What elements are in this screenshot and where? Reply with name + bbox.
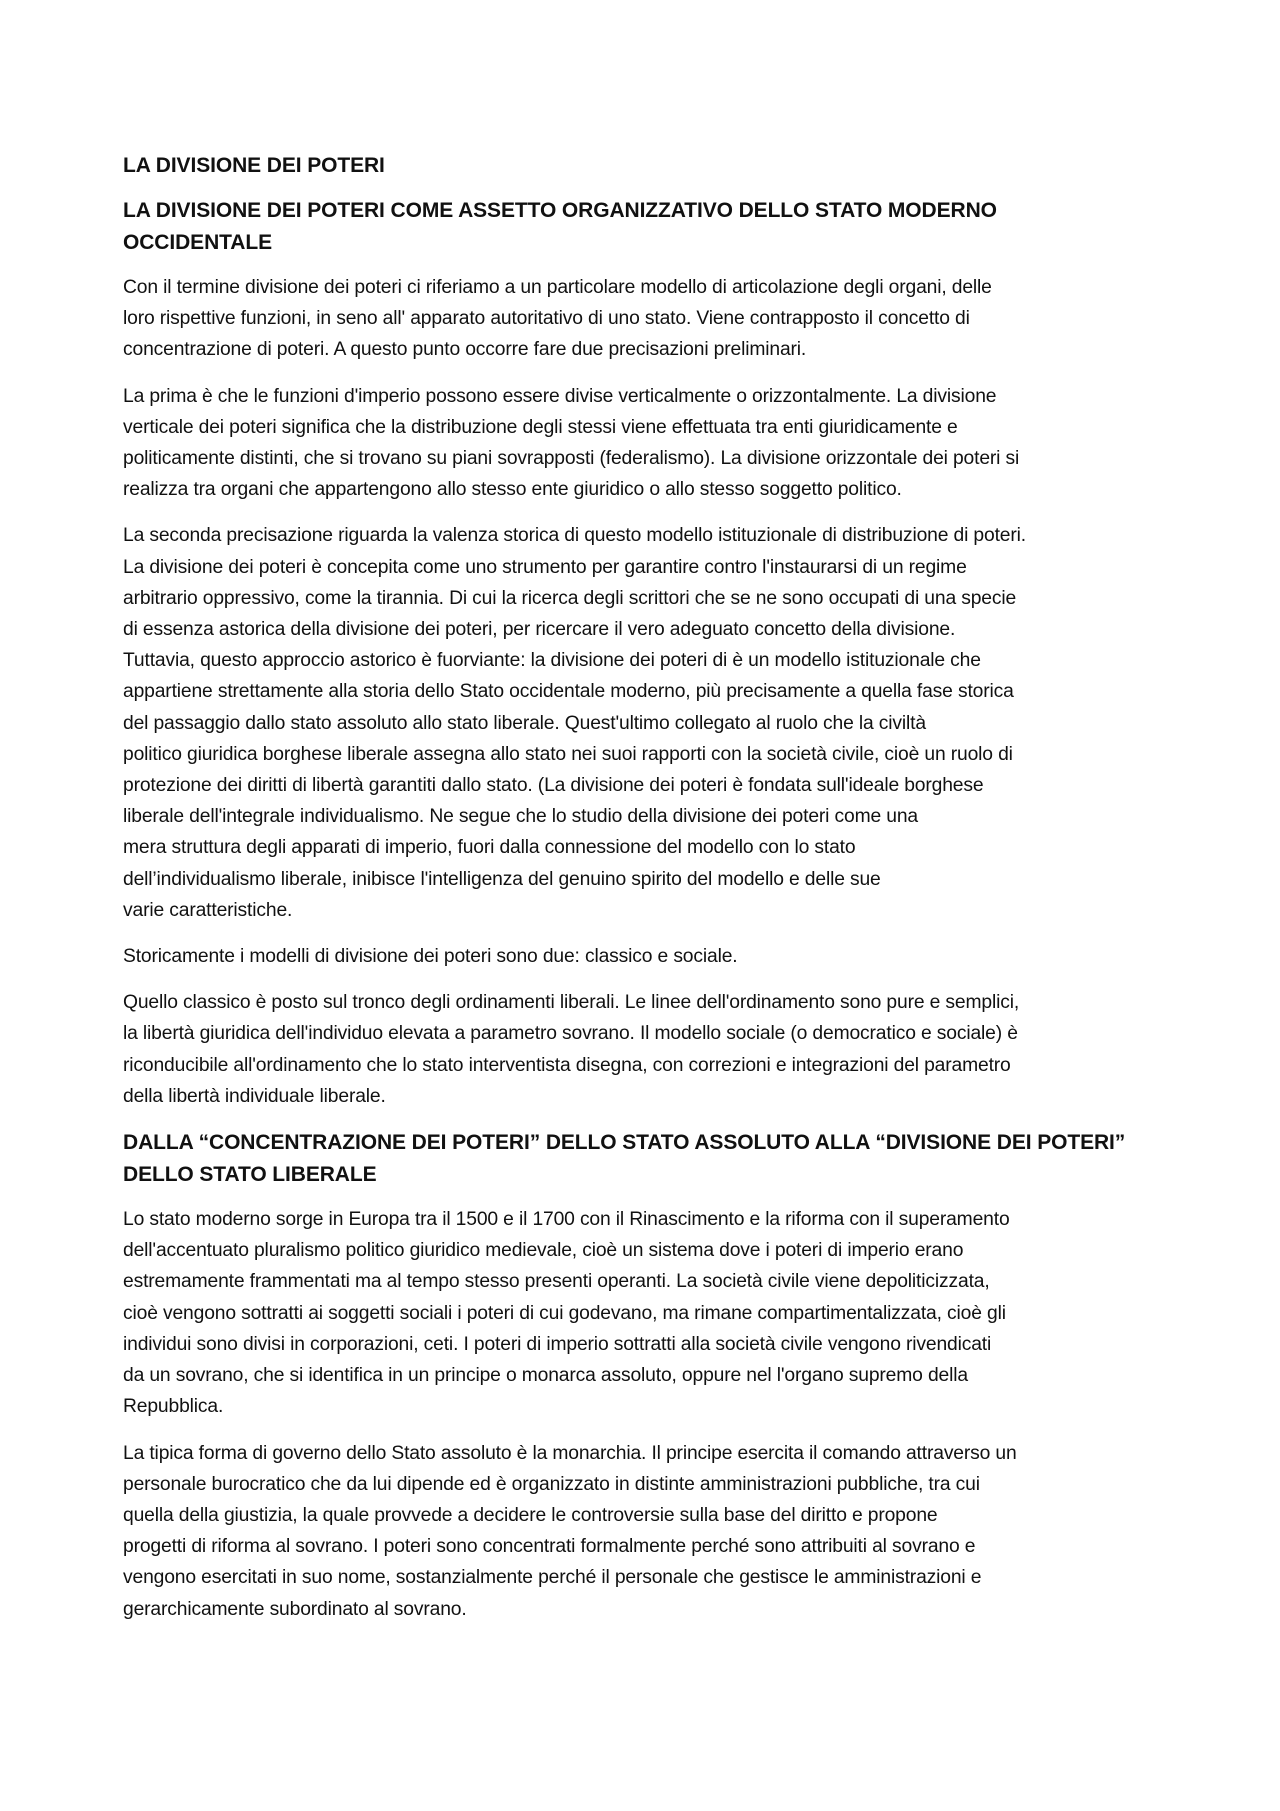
text-line: del passaggio dallo stato assoluto allo stato liberale. Quest'ultimo collegato al ruolo che la civiltà [123, 712, 926, 734]
text-line: della libertà individuale liberale. [123, 1085, 386, 1107]
text-line: dell'accentuato pluralismo politico giuridico medievale, cioè un sistema dove i poteri di imperio erano [123, 1240, 964, 1262]
document-title: LA DIVISIONE DEI POTERI [123, 154, 385, 177]
heading-line: DELLO STATO LIBERALE [123, 1163, 377, 1187]
paragraph [123, 941, 1169, 972]
text-line: verticale dei poteri significa che la distribuzione degli stessi viene effettuata tra enti giuridicamente e [123, 416, 958, 438]
text-line: personale burocratico che da lui dipende ed è organizzato in distinte amministrazioni pubbliche, tra cui [123, 1473, 980, 1495]
text-line: La seconda precisazione riguarda la valenza storica di questo modello istituzionale di distribuzione di poteri. [123, 525, 1026, 547]
text-line: varie caratteristiche. [123, 899, 293, 921]
heading-line: DALLA “CONCENTRAZIONE DEI POTERI” DELLO STATO ASSOLUTO ALLA “DIVISIONE DEI POTERI” [123, 1131, 1126, 1155]
heading-line: OCCIDENTALE [123, 231, 273, 254]
text-line: politico giuridica borghese liberale assegna allo stato nei suoi rapporti con la società civile, cioè un ruolo di [123, 743, 1013, 765]
text-line: arbitrario oppressivo, come la tirannia. Di cui la ricerca degli scrittori che se ne sono occupati di una specie [123, 587, 1017, 609]
section-heading-1 [123, 195, 1169, 259]
text-line: dell’individualismo liberale, inibisce l'intelligenza del genuino spirito del modello e delle sue [123, 868, 881, 890]
text-line: La divisione dei poteri è concepita come uno strumento per garantire contro l'instaurarsi di un regime [123, 556, 967, 578]
text-line: concentrazione di poteri. A questo punto occorre fare due precisazioni preliminari. [123, 339, 807, 361]
paragraph [123, 1204, 1169, 1422]
text-line: realizza tra organi che appartengono allo stesso ente giuridico o allo stesso soggetto politico. [123, 479, 902, 501]
text-line: La prima è che le funzioni d'imperio possono essere divise verticalmente o orizzontalmente. La divisione [123, 385, 997, 407]
paragraph [123, 272, 1169, 366]
paragraph [123, 520, 1169, 926]
text-line: Tuttavia, questo approccio astorico è fuorviante: la divisione dei poteri di è un modello istituzionale che [123, 650, 981, 672]
text-line: di essenza astorica della divisione dei poteri, per ricercare il vero adeguato concetto della divisione. [123, 619, 956, 641]
text-line: vengono esercitati in suo nome, sostanzialmente perché il personale che gestisce le amministrazioni e [123, 1567, 982, 1589]
text-line: mera struttura degli apparati di imperio, fuori dalla connessione del modello con lo stato [123, 837, 856, 859]
text-line: riconducibile all'ordinamento che lo stato interventista disegna, con correzioni e integrazioni del parametro [123, 1054, 1011, 1076]
text-line: la libertà giuridica dell'individuo elevata a parametro sovrano. Il modello sociale (o democratico e sociale) è [123, 1023, 1018, 1045]
text-line: Storicamente i modelli di divisione dei poteri sono due: classico e sociale. [123, 946, 738, 968]
text-line: Con il termine divisione dei poteri ci riferiamo a un particolare modello di articolazione degli organi, delle [123, 277, 992, 298]
text-line: Repubblica. [123, 1396, 224, 1418]
text-line: loro rispettive funzioni, in seno all' apparato autoritativo di uno stato. Viene contrapposto il concetto di [123, 308, 970, 330]
text-line: La tipica forma di governo dello Stato assoluto è la monarchia. Il principe esercita il comando attraverso un [123, 1442, 1017, 1464]
paragraph [123, 987, 1169, 1112]
text-line: quella della giustizia, la quale provvede a decidere le controversie sulla base del diritto e propone [123, 1504, 938, 1526]
text-line: estremamente frammentati ma al tempo stesso presenti operanti. La società civile viene depoliticizzata, [123, 1271, 990, 1293]
text-line: individui sono divisi in corporazioni, ceti. I poteri di imperio sottratti alla società civile vengono rivendicati [123, 1333, 992, 1355]
text-line: politicamente distinti, che si trovano su piani sovrapposti (federalismo). La divisione orizzontale dei poteri si [123, 448, 1020, 470]
text-line: Lo stato moderno sorge in Europa tra il 1500 e il 1700 con il Rinascimento e la riforma con il superamento [123, 1209, 1010, 1231]
text-line: Quello classico è posto sul tronco degli ordinamenti liberali. Le linee dell'ordinamento sono pure e semplici, [123, 992, 1020, 1014]
text-line: appartiene strettamente alla storia dello Stato occidentale moderno, più precisamente a quella fase storica [123, 681, 1014, 703]
text-line: da un sovrano, che si identifica in un principe o monarca assoluto, oppure nel l'organo supremo della [123, 1365, 968, 1387]
text-line: liberale dell'integrale individualismo. Ne segue che lo studio della divisione dei poteri come una [123, 806, 918, 828]
text-line: cioè vengono sottratti ai soggetti sociali i poteri di cui godevano, ma rimane compartimentalizzata, cioè gli [123, 1302, 1006, 1324]
paragraph [123, 1438, 1169, 1625]
text-line: progetti di riforma al sovrano. I poteri sono concentrati formalmente perché sono attribuiti al sovrano e [123, 1536, 976, 1558]
document-page [123, 150, 1169, 1640]
text-line: gerarchicamente subordinato al sovrano. [123, 1598, 467, 1620]
section-heading-2 [123, 1127, 1169, 1191]
paragraph [123, 381, 1169, 506]
heading-line: LA DIVISIONE DEI POTERI COME ASSETTO ORGANIZZATIVO DELLO STATO MODERNO [123, 199, 997, 222]
text-line: protezione dei diritti di libertà garantiti dallo stato. (La divisione dei poteri è fondata sull'ideale borghese [123, 775, 984, 797]
